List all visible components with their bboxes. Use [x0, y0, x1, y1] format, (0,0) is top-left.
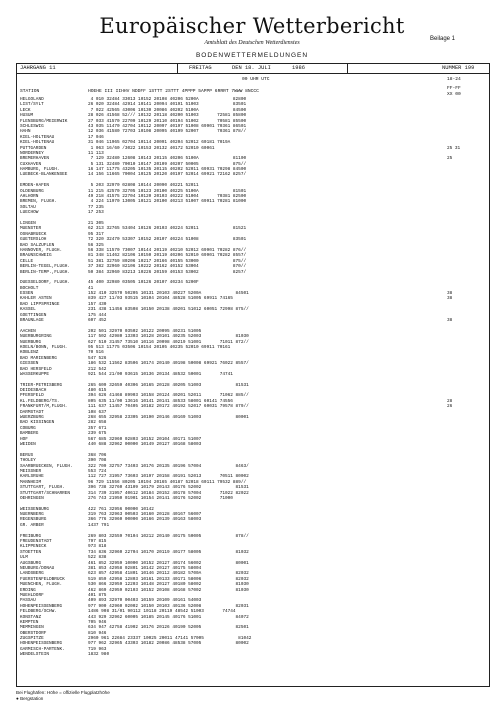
footer-note-mountain-text: Bergstation: [20, 696, 44, 701]
station-name: BREMEN, FLUGH.: [20, 199, 57, 205]
observation-codes: 186 532 11562 83506 10174 20140 40198 50008 69921 76022 8557/: [88, 361, 249, 367]
station-name: NUERNBERG: [20, 512, 44, 518]
observation-codes: 31 046 11965 02704 10114 20091 40204 52012 60181 7019A: [88, 140, 231, 146]
station-name: BAD HERSFELD: [20, 366, 52, 372]
observation-codes: 17 046: [88, 134, 104, 140]
station-name: SOLTAU: [20, 204, 36, 210]
observation-codes: 7 022 42565 43006 10130 20086 40202 5100A 84500: [88, 107, 247, 113]
station-name: OLDENBURG: [20, 188, 44, 194]
observation-codes: 108 637: [88, 409, 107, 415]
observation-codes: 810 946: [88, 630, 107, 636]
station-name: HANNOVER, FLUGH.: [20, 247, 63, 253]
observation-codes: 269 803 32559 70104 10212 20140 40175 50005 878//: [88, 533, 249, 539]
observation-codes: 5 131 32480 70010 10147 20109 40207 50005 875//: [88, 161, 247, 167]
observation-codes: 368 706: [88, 452, 107, 458]
station-name: LINGEN: [20, 220, 36, 226]
station-name: WUERZBURG: [20, 415, 44, 421]
station-name: EMDEN-HAFEN: [20, 183, 49, 189]
station-name: KLIPPENECK: [20, 544, 47, 550]
station-name: MUEHLDORF: [20, 592, 44, 598]
station-name: BAD LIPPSPRINGE: [20, 301, 60, 307]
extra-values: 25 31: [447, 145, 461, 151]
observation-codes: 17 253: [88, 210, 104, 216]
report-form: [16, 63, 490, 687]
code-header: HOEHE III IIHHV NDDFF 1STTT 2STTT 4PPPP 5APPP 6RRRT 7WWW 8NCCC: [88, 89, 259, 94]
station-name: CUXHAVEN: [20, 161, 42, 167]
observation-codes: 50 384 32960 83213 10226 20159 40153 53002 8257/: [88, 269, 247, 275]
observation-codes: 314 739 31957 40612 10184 20152 40178 57004 71022 82022: [88, 490, 249, 496]
year-label: 1986: [292, 65, 305, 71]
observation-codes: 522 838: [88, 555, 107, 561]
observation-codes: 5 203 32970 02808 10144 20090 40221 52011: [88, 183, 199, 189]
station-table: [20, 97, 486, 658]
observation-codes: 1486 908 31/01 90112 10118 20119 48542 51003 74744: [88, 609, 236, 615]
station-name: GR. ARBER: [20, 522, 44, 528]
observation-codes: 157 430: [88, 301, 107, 307]
table-row: [20, 270, 486, 275]
station-name: WENDELSTEIN: [20, 652, 49, 658]
observation-codes: 81 348 11462 82106 10150 20119 40206 52010 69901 70282 8557/: [88, 253, 247, 259]
station-name: WEIDEN: [20, 442, 36, 447]
footer-note-mountain: ● Bergstation: [16, 696, 44, 701]
observation-codes: 627 510 31457 73510 10116 20098 40219 51001 71011 872//: [88, 339, 249, 345]
observation-codes: 443 929 32962 60005 10185 20145 40176 51001 84072: [88, 614, 249, 620]
station-name: NORDERNEY: [20, 150, 44, 156]
station-name: NUERBURGRING: [20, 334, 52, 340]
station-name: MEMMINGEN: [20, 625, 44, 631]
station-name: BREMERHAVEN: [20, 156, 49, 162]
section-heading: BODENWETTERMELDUNGEN: [195, 52, 309, 59]
observation-codes: 319 763 32963 00503 10160 20128 40167 56007: [88, 512, 202, 518]
observation-codes: 27 033 41570 22709 10129 20110 40194 51002 70581 85500: [88, 118, 247, 124]
extra-values: 38: [447, 296, 453, 302]
observation-codes: 461 852 32959 10000 10152 20127 40174 56002 80001: [88, 560, 249, 566]
station-name: GARMISCH-PARTENK.: [20, 646, 65, 652]
station-name: THOLEY: [20, 458, 36, 464]
station-name: PASSAU: [20, 598, 36, 604]
extra-values: 25: [447, 156, 453, 162]
observation-codes: 805 635 11/00 13616 10141 20141 48533 58001 60141 74556: [88, 398, 233, 404]
observation-codes: 553 724: [88, 468, 107, 474]
observation-codes: 111 637 11457 70405 10182 20172 40192 52017 60031 79578 879//: [88, 404, 249, 410]
station-name: KOBLENZ: [20, 350, 39, 356]
observation-codes: 26 020 32484 42914 10141 20094 40191 51003 83501: [88, 102, 247, 108]
observation-codes: 1437 791: [88, 522, 110, 528]
observation-codes: 231 438 11456 83508 10150 20138 40201 51012 60051 72998 875//: [88, 307, 249, 313]
station-name: LANDSBERG: [20, 571, 44, 577]
station-name: ULM: [20, 555, 28, 561]
station-name: LUEBECK-BLANKENSEE: [20, 172, 68, 178]
station-name: NUERBURG: [20, 339, 42, 345]
date-label: DEN 18. JULI: [232, 65, 271, 71]
station-name: ESSEN: [20, 291, 34, 297]
observation-codes: 41: [88, 285, 94, 291]
station-name: PUTTGARDEN: [20, 145, 47, 151]
observation-codes: 357 671: [88, 425, 107, 431]
table-row: [20, 210, 486, 215]
observation-codes: 70 516: [88, 350, 104, 356]
observation-codes: 43 035 11470 42704 10112 20097 40197 51008 69901 70361 86501: [88, 123, 247, 129]
station-name: GUETERSLOH: [20, 237, 47, 243]
observation-codes: 839 427 11/03 93515 10104 20104 48528 51005 69911 74165: [88, 296, 233, 302]
observation-codes: 45 400 32980 03505 10126 20107 40234 5200F: [88, 280, 199, 286]
observation-codes: 567 685 32960 02803 10152 20104 40171 51007: [88, 436, 202, 442]
station-name: TRIER-PETRISBERG: [20, 382, 63, 388]
station-name: HUSUM: [20, 113, 34, 119]
observation-codes: 212 542: [88, 366, 107, 372]
period-header: 18-24: [447, 77, 461, 82]
observation-codes: 175 444: [88, 312, 107, 318]
observation-codes: 480 615: [88, 388, 107, 394]
station-name: AHLHORN: [20, 194, 39, 200]
jahrgang-label: JAHRGANG 11: [20, 65, 56, 71]
weekday-label: FREITAG: [189, 65, 212, 71]
observation-codes: 49 218 41575 22704 10120 20103 40222 51004 70381 82500: [88, 194, 247, 200]
extra-values: 28: [447, 398, 453, 404]
station-name: BAD KISSINGEN: [20, 420, 55, 426]
observation-codes: 7 129 32480 12608 10143 20115 40206 5100A 81100: [88, 156, 247, 162]
station-name: COBURG: [20, 425, 36, 431]
observation-codes: 409 893 32970 00403 10159 20109 40161 54003: [88, 598, 202, 604]
station-name: DUESSELDORF, FLUGH.: [20, 280, 71, 286]
observation-codes: 719 963: [88, 646, 107, 652]
station-name: KIEL-HOLTENAU: [20, 134, 55, 140]
station-name: ERDING: [20, 587, 36, 593]
station-name: STUTTGART, FLUGH.: [20, 485, 65, 491]
station-name: KL.FELDBERG/TS.: [20, 398, 60, 404]
observation-codes: 396 738 32760 43109 10179 20143 40176 52002 81531: [88, 485, 249, 491]
station-name: AUGSBURG: [20, 560, 42, 566]
station-name: FLENSBURG/MEIERWIK: [20, 118, 68, 124]
table-row: [20, 496, 486, 501]
station-name: NEUBURG/DONAU: [20, 565, 55, 571]
station-name: FREUDENSTADT: [20, 539, 52, 545]
table-row: [20, 318, 486, 323]
station-name: MUENCHEN, FLUGH.: [20, 582, 63, 588]
station-name: FREIBURG: [20, 533, 42, 539]
extra-values: 38: [447, 291, 453, 297]
page-subtitle: Amtsblatt des Deutschen Wetterdienstes: [204, 40, 300, 46]
station-name: KEMPTEN: [20, 619, 39, 625]
observation-codes: 95 317: [88, 231, 104, 237]
station-name: KIEL-HOLTENAU: [20, 140, 55, 146]
observation-codes: 4 010 32484 33013 10152 20108 40206 5200A 82800: [88, 97, 247, 102]
station-name: CELLE: [20, 258, 34, 264]
observation-codes: 14 156 11665 70004 10125 20120 40197 52014 69921 72162 8257/: [88, 172, 247, 178]
page-title: Europäischer Wetterbericht: [99, 14, 405, 38]
observation-codes: 623 857 42958 41801 10146 20112 40182 5700A 82032: [88, 571, 249, 577]
observation-codes: 530 866 32959 12203 10148 20127 40180 58002 81030: [88, 582, 249, 588]
station-name: OSNABRUECK: [20, 231, 47, 237]
station-name: STUTTGART/SCHNARREN: [20, 490, 71, 496]
observation-codes: 12 036 41580 72703 10108 20095 40199 52007 70361 878//: [88, 129, 247, 135]
beilage-label: Beilage 1: [430, 36, 456, 42]
observation-codes: 56 325: [88, 242, 104, 248]
station-name: MANNHEIM: [20, 479, 42, 485]
station-name: SAARBRUECKEN, FLUGH.: [20, 463, 73, 469]
station-name: HOF: [20, 436, 28, 442]
observation-codes: 390 708: [88, 458, 107, 464]
station-name: DEIDESBACH: [20, 388, 47, 394]
observation-codes: 239 675: [88, 431, 107, 437]
observation-codes: 394 626 41468 89903 10158 20124 40201 52011 71062 885//: [88, 393, 249, 399]
station-name: LIST/SYLT: [20, 102, 44, 108]
station-name: KAHLER ASTEN: [20, 296, 52, 302]
observation-codes: 95 513 11775 03506 10154 20105 40235 52010 69911 70161: [88, 344, 231, 350]
station-name: LUECHOW: [20, 210, 39, 216]
station-name: BERLIN-TEMP.,FLUGH.: [20, 269, 71, 275]
issue-number: NUMMER 199: [442, 65, 475, 71]
observation-codes: 734 836 32960 22704 10170 20119 40177 58005 81032: [88, 549, 249, 555]
observation-codes: 96 729 11556 80205 10194 20165 40187 52018 60111 79532 889//: [88, 479, 247, 485]
station-name: BAD MARIENBERG: [20, 355, 57, 361]
observation-codes: 51 381 32759 80206 10217 20166 40155 53000 875//: [88, 258, 247, 264]
observation-codes: 282 658: [88, 420, 107, 426]
station-name: KASSEL: [20, 307, 36, 313]
issue-bar: [17, 64, 489, 74]
table-row: [20, 523, 486, 528]
station-name: LECK: [20, 107, 31, 113]
table-row: [20, 652, 486, 657]
observation-codes: 2960 961 22684 23337 10025 20011 47141 57005 81042: [88, 636, 252, 642]
station-name: BRAUNSCHWEIG: [20, 253, 52, 259]
observation-codes: 547 526: [88, 355, 107, 361]
station-name: BRAUNLAGE: [20, 318, 44, 324]
observation-codes: 322 709 32757 73403 10176 20135 40196 57004 8463/: [88, 463, 249, 469]
station-name: FUERSTENFELDBRUCK: [20, 576, 65, 582]
station-header: STATION: [20, 89, 40, 94]
table-row: [20, 442, 486, 447]
station-name: HELGOLAND: [20, 97, 44, 102]
station-name: AACHEN: [20, 328, 36, 334]
station-name: STOETTEN: [20, 549, 42, 555]
station-name: HOHENPEISSENBERG: [20, 603, 63, 609]
observation-codes: 56 338 11570 73007 10144 20119 40210 52012 69901 70282 876//: [88, 247, 247, 253]
observation-codes: 422 761 32956 00000 10142: [88, 506, 154, 512]
station-name: WEISSENBURG: [20, 506, 49, 512]
observation-codes: 112 727 31957 73603 10197 20158 40191 52013 70511 80002: [88, 474, 249, 480]
observation-codes: 401 875: [88, 592, 107, 598]
observation-codes: 381 853 42958 02801 10142 20127 40175 58004: [88, 565, 202, 571]
observation-codes: 16 147 11775 43205 10135 20115 40202 52011 69931 70298 84500: [88, 167, 247, 173]
station-name: KOELN/BONN, FLUGH.: [20, 344, 68, 350]
observation-codes: 202 501 32970 03502 10122 20095 40231 51005: [88, 328, 202, 334]
observation-codes: 37 382 32960 82106 10222 20162 40152 53004 870//: [88, 264, 247, 270]
observation-codes: 4 224 11970 13005 10121 20100 40213 51007 69911 70281 81000: [88, 199, 247, 205]
observation-codes: 152 410 32570 50205 10131 20103 40227 5200A 84501: [88, 291, 249, 297]
station-name: PFERSFELD: [20, 393, 44, 399]
extra-values: 38: [447, 318, 453, 324]
table-row: [20, 372, 486, 377]
station-name: HAHN: [20, 129, 31, 135]
station-name: HAMBURG, FLUGH.: [20, 167, 60, 173]
observation-codes: 607 452: [88, 318, 107, 324]
observation-codes: 921 544 21/00 93615 10136 20134 48532 50001 74741: [88, 371, 233, 377]
extra-values: 26: [447, 404, 453, 410]
observation-codes: 1 063 16/60 /3022 10153 20132 40172 52010 60061: [88, 145, 231, 151]
footer-note-airports: Bei Flughäfen: Höhe = offizielle Flugplatzhöhe: [16, 690, 110, 695]
footer-notes: [16, 690, 110, 702]
observation-codes: 72 320 32470 53307 10152 20107 40224 51008 83501: [88, 237, 247, 243]
station-name: BOCHOLT: [20, 285, 39, 291]
station-name: GIESSEN: [20, 361, 39, 367]
observation-codes: 265 609 32659 40306 10165 20128 40205 51003 81531: [88, 382, 249, 388]
observation-codes: 973 818: [88, 544, 107, 550]
observation-codes: 977 962 32965 43303 10182 20086 48538 57005 80002: [88, 641, 249, 647]
observation-codes: 519 859 42958 12803 10161 20133 40171 58006 82032: [88, 576, 249, 582]
time-header: 00 UHR UTC: [242, 77, 270, 82]
station-name: BAMBERG: [20, 431, 39, 437]
station-name: MUENSTER: [20, 226, 42, 232]
observation-codes: 28 026 41568 52/// 10132 20118 40200 51003 72581 85800: [88, 113, 247, 119]
observation-codes: 11 113: [88, 150, 104, 156]
observation-codes: 21 305: [88, 220, 104, 226]
observation-codes: 77 235: [88, 204, 104, 210]
station-name: DARMSTADT: [20, 409, 44, 415]
station-name: REGENSBURG: [20, 517, 47, 523]
station-name: SCHLESWIG: [20, 123, 44, 129]
station-name: GOETTINGEN: [20, 312, 47, 318]
observation-codes: 977 900 42960 02002 10150 20103 40136 52008 82031: [88, 603, 249, 609]
observation-codes: 705 946: [88, 619, 107, 625]
station-name: OBERSTDORF: [20, 630, 47, 636]
xx-header: XX 00: [447, 92, 461, 97]
ff-header: FF-FF: [447, 86, 461, 91]
station-name: BAD SALZUFLEN: [20, 242, 55, 248]
observation-codes: 276 743 21950 01901 10154 20141 40176 52002 71000: [88, 495, 233, 501]
station-name: BERUS: [20, 452, 34, 458]
observation-codes: 11 215 42570 32705 10123 20100 40225 5100A 81501: [88, 188, 247, 194]
observation-codes: 62 313 32765 53404 10126 20103 40224 52011 81521: [88, 226, 247, 232]
table-row: [20, 172, 486, 177]
station-name: MEISSNER: [20, 468, 42, 474]
observation-codes: 117 502 42980 13303 10128 20101 40235 52003 81030: [88, 334, 249, 340]
observation-codes: 797 815: [88, 539, 107, 545]
station-name: BERLIN-TEGEL,FLUGH.: [20, 264, 71, 270]
observation-codes: 634 947 42758 41902 10176 20126 40190 52005 82501: [88, 625, 249, 631]
observation-codes: 366 776 32960 00000 10166 20139 40163 58003: [88, 517, 202, 523]
station-name: FELDBERG/SCHW.: [20, 609, 57, 615]
station-name: KONSTANZ: [20, 614, 42, 620]
observation-codes: 462 869 42959 02103 10152 20108 40168 57002 81030: [88, 587, 249, 593]
observation-codes: 268 655 32958 23305 10190 20146 40169 51003 80001: [88, 415, 249, 421]
observation-codes: 1832 980: [88, 652, 110, 658]
station-name: HOHENPEISSENBERG: [20, 641, 63, 647]
observation-codes: 440 688 32962 00000 10149 20127 40168 58003: [88, 442, 202, 447]
station-name: FRANKFURT/M,FLUGH.: [20, 404, 68, 410]
station-name: WASSERKUPPE: [20, 371, 49, 377]
station-name: ZUGSPITZE: [20, 636, 44, 642]
station-name: OEHRINGEN: [20, 495, 44, 501]
station-name: KARLSRUHE: [20, 474, 44, 480]
